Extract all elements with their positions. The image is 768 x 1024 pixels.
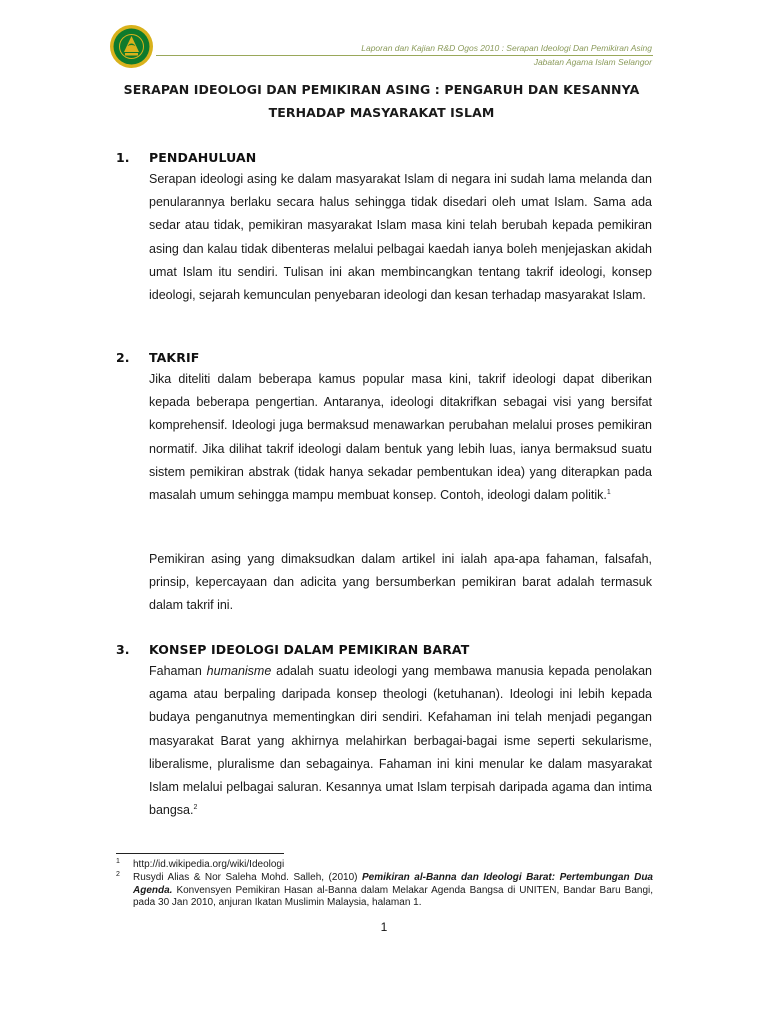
paragraph-text: adalah suatu ideologi yang membawa manusia kepada penolakan agama atau berpaling daripada konsep theologi (ketuhanan). Ideologi ini lebih kepada budaya penganutnya mementingkan diri sendiri. Kefahaman ini telah menjadi pegangan masyarakat Barat yang akhirnya melahirkan berbagai-bagai isme seperti sekularisme, liberalisme, pluralisme dan sebagainya. Fahaman ini kini menular ke dalam masyarakat Islam melalui pelbagai saluran. Kesannya umat Islam terpisah daripada agama dan intima bangsa. [149, 664, 653, 818]
section-number: 3. [116, 642, 130, 657]
section-paragraph: Serapan ideologi asing ke dalam masyarakat Islam di negara ini sudah lama melanda dan penularannya berlaku secara halus sehingga tidak disedari oleh umat Islam. Sama ada sedar atau tidak, pemikiran masyarakat Islam masa kini telah berubah kepada pemikiran asing dan kalau tidak dibenteras melalui pelbagai kaedah ianya boleh menjejaskan akidah umat Islam itu sendiri. Tulisan ini akan membincangkan tentang takrif ideologi, konsep ideologi, sejarah kemunculan penyebaran ideologi dan kesan terhadap masyarakat Islam. [149, 172, 652, 303]
paragraph-text: Fahaman [149, 664, 207, 678]
section-number: 1. [116, 150, 130, 165]
document-title-line-1: SERAPAN IDEOLOGI DAN PEMIKIRAN ASING : PENGARUH DAN KESANNYA [123, 82, 640, 97]
header-report-title: Laporan dan Kajian R&D Ogos 2010 : Serapan Ideologi Dan Pemikiran Asing [361, 43, 652, 53]
section-paragraph [149, 660, 652, 822]
section-heading: KONSEP IDEOLOGI DALAM PEMIKIRAN BARAT [149, 642, 470, 657]
emphasized-term: humanisme [206, 664, 272, 678]
footnote-text [133, 872, 653, 910]
page-number: 1 [380, 920, 388, 934]
header-department: Jabatan Agama Islam Selangor [533, 57, 652, 67]
footnote-rule [116, 853, 284, 854]
jais-emblem-icon [109, 24, 154, 69]
section-number: 2. [116, 350, 130, 365]
footnote-reference: 2 [193, 804, 198, 812]
section-heading: PENDAHULUAN [149, 150, 257, 165]
document-title-line-2: TERHADAP MASYARAKAT ISLAM [268, 105, 495, 120]
footnote-link[interactable]: http://id.wikipedia.org/wiki/Ideologi [133, 859, 285, 870]
footnote-citation-author: Rusydi Alias & Nor Saleha Mohd. Salleh, (2010) [133, 872, 362, 883]
footnote-citation-details: Konvensyen Pemikiran Hasan al-Banna dalam Melakar Agenda Bangsa di UNITEN, Bandar Baru Bangi, pada 30 Jan 2010, anjuran Ikatan Muslimin Malaysia, halaman 1. [133, 884, 653, 908]
footnote-mark: 1 [116, 858, 120, 865]
header-rule [156, 55, 653, 56]
footnote [116, 872, 653, 910]
footnote-mark: 2 [116, 871, 120, 878]
footnote [116, 859, 653, 872]
footnote-citation-title: Pemikiran al-Banna dan Ideologi Barat: Pertembungan Dua Agenda. [133, 872, 653, 896]
section-paragraph: Pemikiran asing yang dimaksudkan dalam artikel ini ialah apa-apa fahaman, falsafah, prinsip, kepercayaan dan adicita yang bersumberkan pemikiran barat adalah termasuk dalam takrif ini. [149, 552, 652, 613]
section-paragraph [149, 368, 652, 507]
section-heading: TAKRIF [149, 350, 200, 365]
paragraph-text: Jika diteliti dalam beberapa kamus popular masa kini, takrif ideologi dapat diberikan kepada beberapa pengertian. Antaranya, ideologi ditakrifkan sebagai visi yang bersifat komprehensif. Ideologi juga bermaksud menawarkan perubahan melalui proses pemikiran normatif. Jika dilihat takrif ideologi dalam bentuk yang lebih luas, ianya bermaksud suatu sistem pemikiran abstrak (tidak hanya sekadar pembentukan idea) yang diterapkan pada masalah umum sehingga mampu membuat konsep. Contoh, ideologi dalam politik. [149, 372, 652, 503]
footnote-reference: 1 [606, 488, 611, 496]
